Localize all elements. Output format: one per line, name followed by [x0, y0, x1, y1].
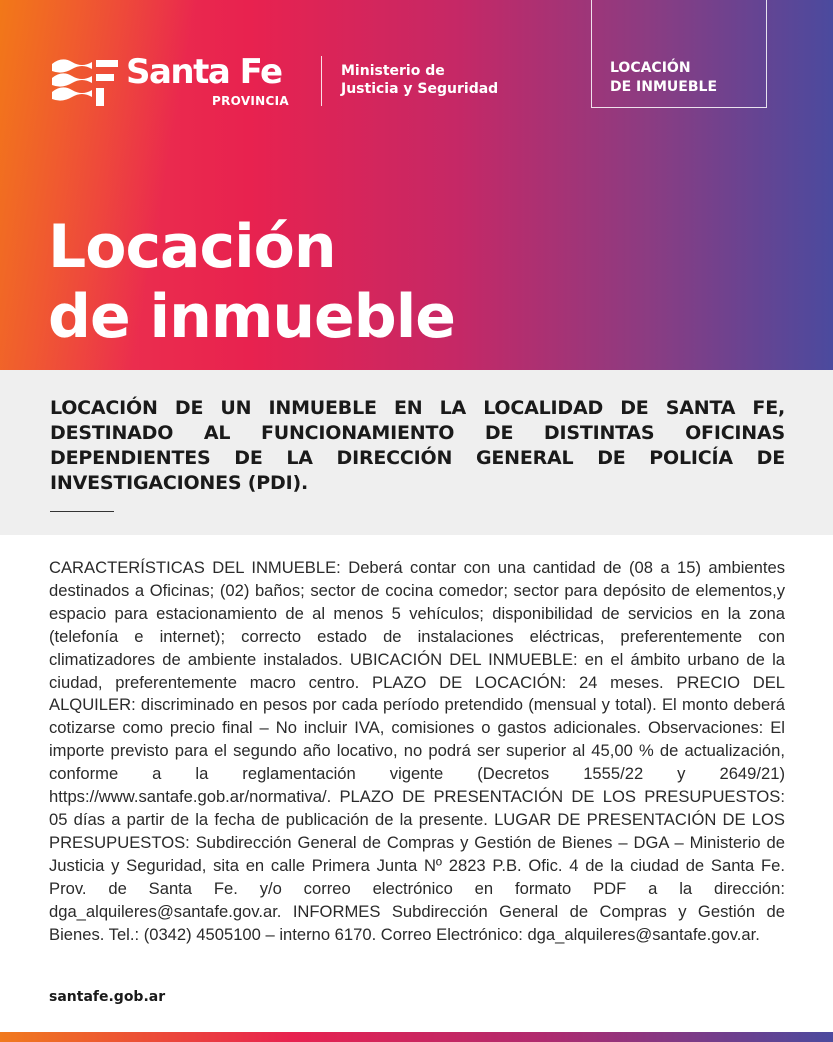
- title-line-1: Locación: [48, 212, 336, 282]
- tag-line-1: LOCACIÓN: [610, 60, 691, 76]
- santa-fe-logo: [50, 54, 300, 110]
- category-tag: [591, 0, 767, 108]
- summary-heading: LOCACIÓN DE UN INMUEBLE EN LA LOCALIDAD DE SANTA FE, DESTINADO AL FUNCIONAMIENTO DE DISTINTAS OFICINAS DEPENDIENTES DE LA DIRECCIÓN GENERAL DE POLICÍA DE INVESTIGACIONES (PDI).: [50, 397, 785, 494]
- tag-line-2: DE INMUEBLE: [610, 79, 718, 95]
- hero-banner: [0, 0, 833, 370]
- ministry-line-2: Justicia y Seguridad: [341, 81, 499, 97]
- title-line-2: de inmueble: [48, 282, 455, 352]
- header-divider: [321, 56, 322, 106]
- footer-gradient-bar: [0, 1032, 833, 1042]
- summary-band: [0, 370, 833, 535]
- ministry-line-1: Ministerio de: [341, 63, 445, 79]
- logo-name: Santa Fe: [126, 52, 282, 92]
- category-tag-text: [610, 59, 717, 97]
- page-title: [48, 212, 455, 352]
- logo-subtitle: PROVINCIA: [212, 94, 289, 108]
- website-link[interactable]: santafe.gob.ar: [49, 989, 166, 1005]
- santa-fe-flag-icon: [50, 54, 120, 110]
- body-paragraph: CARACTERÍSTICAS DEL INMUEBLE: Deberá contar con una cantidad de (08 a 15) ambientes destinados a Oficinas; (02) baños; sector de cocina comedor; sector para depósito de elementos,y espacio para estacionamiento de al menos 5 vehículos; disponibilidad de servicios en la zona (telefonía e internet); correcto estado de instalaciones eléctricas, preferentemente con climatizadores de ambiente instalados. UBICACIÓN DEL INMUEBLE: en el ámbito urbano de la ciudad, preferentemente macro centro. PLAZO DE LOCACIÓN: 24 meses. PRECIO DEL ALQUILER: discriminado en pesos por cada período pretendido (mensual y total). El monto deberá cotizarse como precio final – No incluir IVA, comisiones o gastos adicionales. Observaciones: El importe previsto para el segundo año locativo, no podrá ser superior al 45,00 % de actualización, conforme a la reglamentación vigente (Decretos 1555/22 y 2649/21) https://www.santafe.gob.ar/normativa/. PLAZO DE PRESENTACIÓN DE LOS PRESUPUESTOS: 05 días a partir de la fecha de publicación de la presente. LUGAR DE PRESENTACIÓN DE LOS PRESUPUESTOS: Subdirección General de Compras y Gestión de Bienes – DGA – Ministerio de Justicia y Seguridad, sita en calle Primera Junta Nº 2823 P.B. Ofic. 4 de la ciudad de Santa Fe. Prov. de Santa Fe. y/o correo electrónico en formato PDF a la dirección: dga_alquileres@santafe.gov.ar. INFORMES Subdirección General de Compras y Gestión de Bienes. Tel.: (0342) 4505100 – interno 6170. Correo Electrónico: dga_alquileres@santafe.gov.ar.: [49, 558, 785, 944]
- ministry-name: [341, 62, 498, 98]
- summary-rule: [50, 511, 114, 512]
